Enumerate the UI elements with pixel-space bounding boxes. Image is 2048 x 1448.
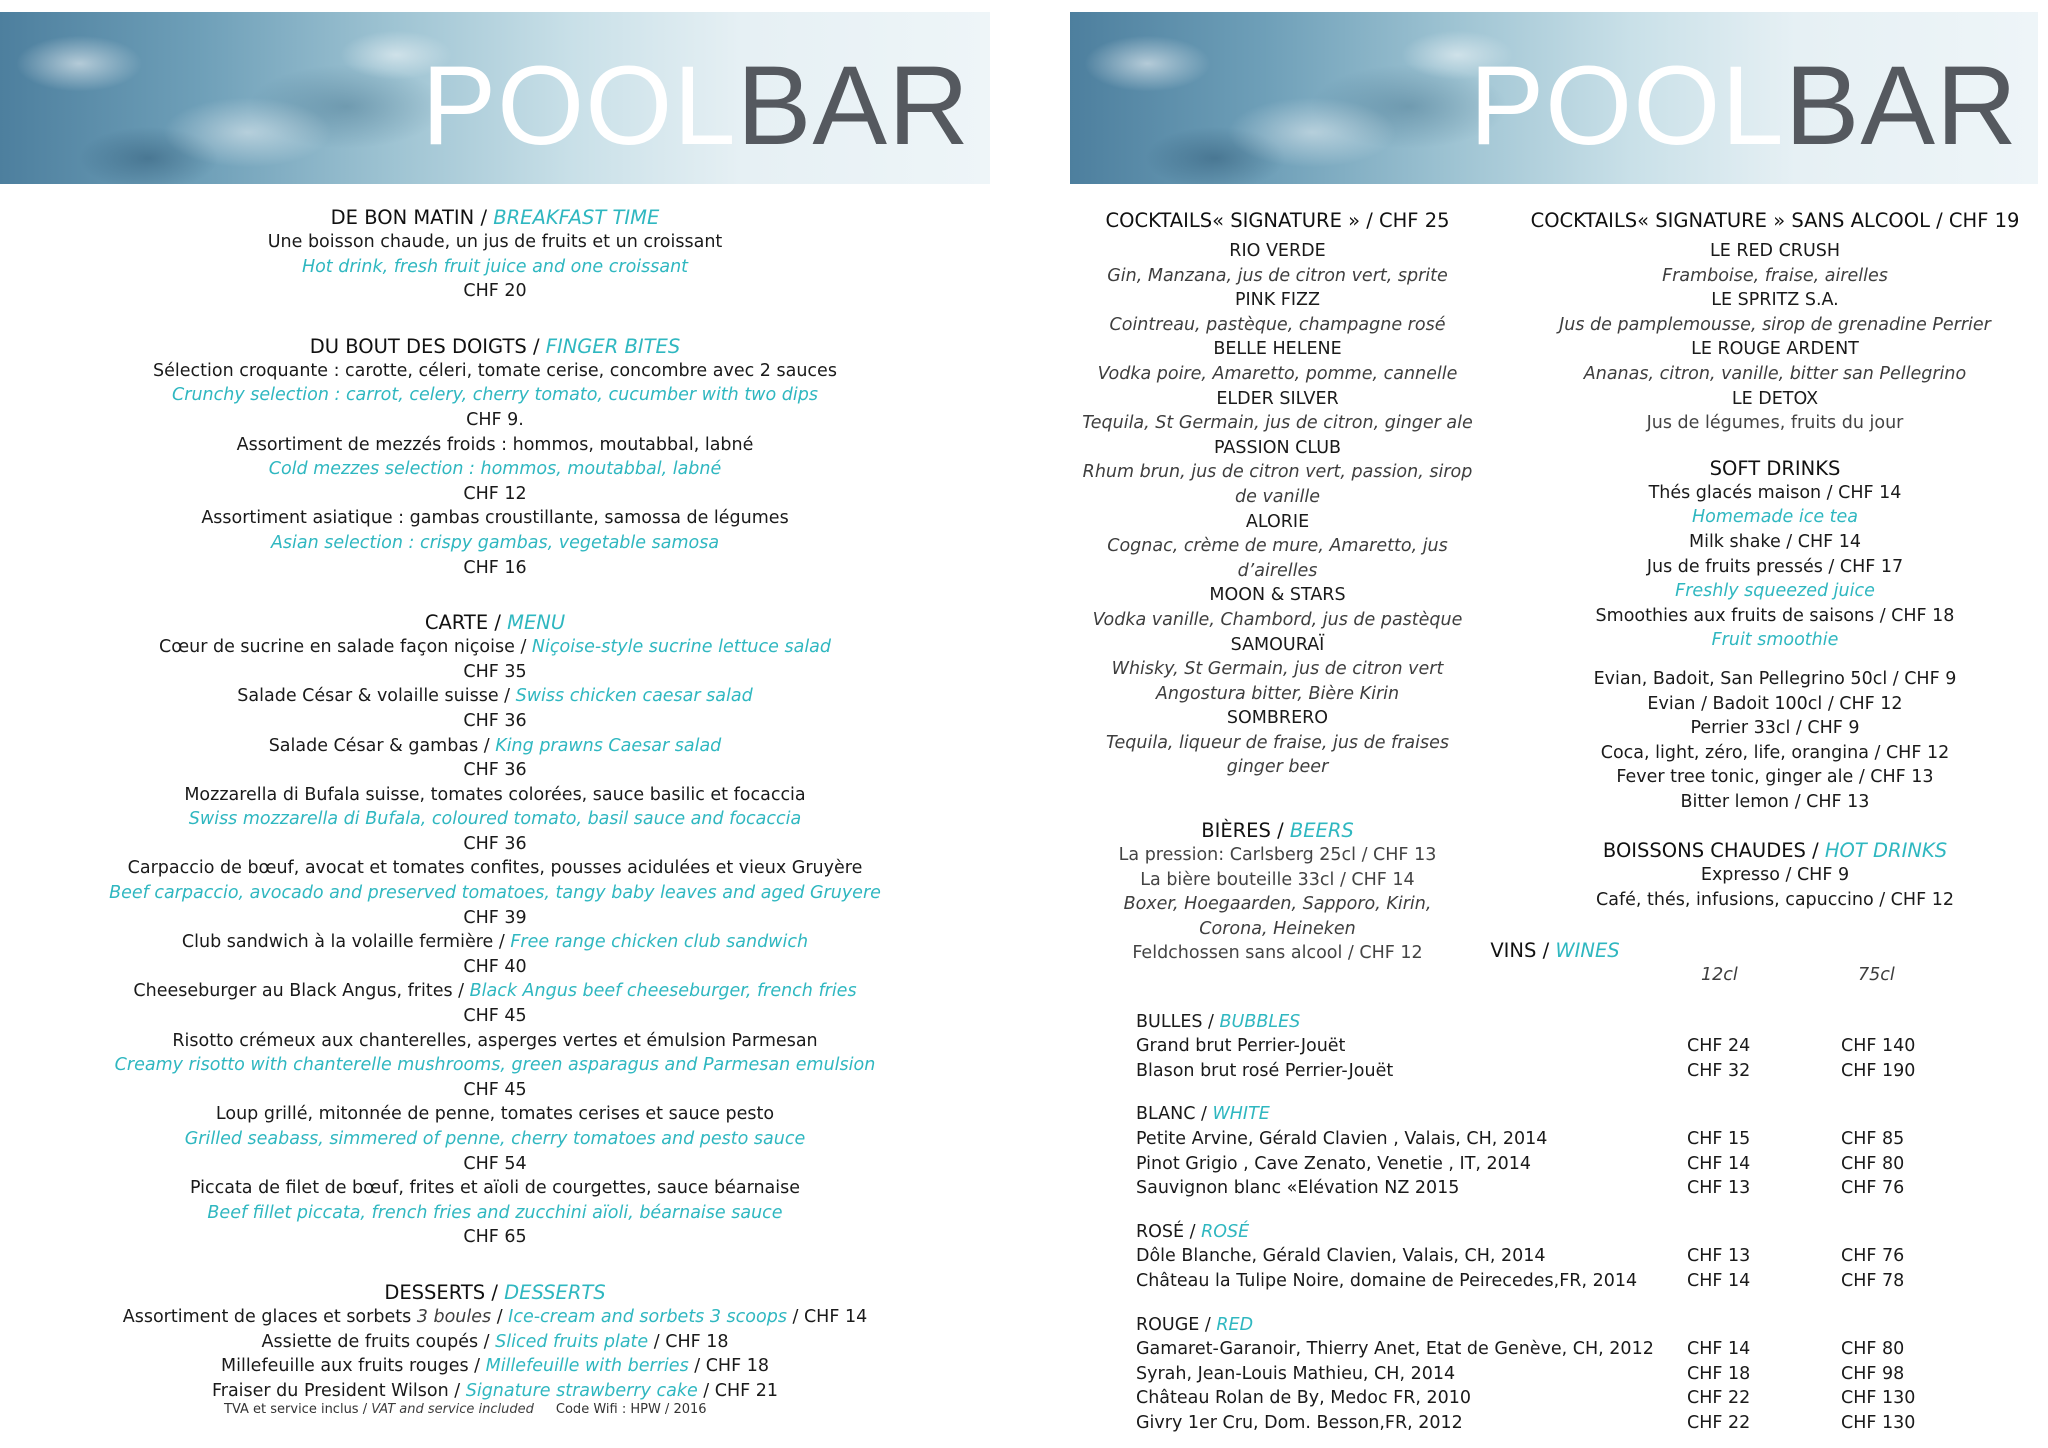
menu-item: Cœur de sucrine en salade façon niçoise / Niçoise-style sucrine lettuce salad CHF 35 [158, 637, 832, 682]
water-item: Coca, light, zéro, life, orangina / CHF 12 [1600, 742, 1950, 763]
wine-row: Château Rolan de By, Medoc FR, 2010 CHF 22 CHF 130 [1136, 1388, 1916, 1409]
menu-item: Assortiment de glaces et sorbets 3 boules / Ice-cream and sorbets 3 scoops / CHF 14 [122, 1306, 868, 1327]
menu-item: Sélection croquante : carotte, céleri, tomate cerise, concombre avec 2 sauces Crunchy selection : carrot, celery, cherry tomato, cucumber with two dips CHF 9. [153, 360, 837, 430]
wine-row: Gamaret-Garanoir, Thierry Anet, Etat de Genève, CH, 2012 CHF 14 CHF 80 [1136, 1339, 1905, 1360]
wine-list [1136, 963, 2016, 1436]
wine-row: Petite Arvine, Gérald Clavien , Valais, CH, 2014 CHF 15 CHF 85 [1136, 1128, 1905, 1149]
menu-item: Assortiment de mezzés froids : hommos, moutabbal, labné Cold mezzes selection : hommos, moutabbal, labné CHF 12 [236, 434, 754, 504]
soft-item: Milk shake / CHF 14 [1688, 531, 1862, 552]
mocktail-item: LE DETOX Jus de légumes, fruits du jour [1646, 388, 1904, 434]
menu-item: Mozzarella di Bufala suisse, tomates colorées, sauce basilic et focaccia Swiss mozzarella di Bufala, coloured tomato, basil sauce and focaccia CHF 36 [184, 784, 806, 854]
section-menu-title: CARTE / MENU [424, 611, 566, 635]
water-item: Evian, Badoit, San Pellegrino 50cl / CHF 9 [1593, 668, 1957, 689]
footer-note: TVA et service inclus / VAT and service included Code Wifi : HPW / 2016 [224, 1402, 707, 1417]
section-breakfast-title: DE BON MATIN / BREAKFAST TIME [330, 206, 660, 229]
soft-item: Thés glacés maison / CHF 14 [1648, 482, 1902, 503]
pool-banner-left [0, 12, 990, 184]
wine-group-title: ROSÉ / ROSÉ [1136, 1221, 1250, 1242]
wine-row: Château la Tulipe Noire, domaine de Peirecedes,FR, 2014 CHF 14 CHF 78 [1136, 1270, 1905, 1291]
section-soft-drinks-title: SOFT DRINKS [1709, 456, 1841, 480]
beer-brands: Boxer, Hoegaarden, Sapporo, Kirin, [1123, 894, 1432, 915]
menu-item: Fraiser du President Wilson / Signature strawberry cake / CHF 21 [211, 1380, 779, 1401]
soft-drinks-column [1510, 208, 2040, 913]
water-item: Fever tree tonic, ginger ale / CHF 13 [1616, 767, 1934, 788]
menu-item: Assortiment asiatique : gambas croustillante, samossa de légumes Asian selection : crispy gambas, vegetable samosa CHF 16 [201, 508, 789, 578]
section-mocktails-title: COCKTAILS« SIGNATURE » SANS ALCOOL / CHF 19 [1530, 209, 2020, 232]
water-item: Evian / Badoit 100cl / CHF 12 [1647, 693, 1903, 714]
menu-item: Salade César & volaille suisse / Swiss chicken caesar salad CHF 36 [237, 686, 753, 731]
beer-line: La pression: Carlsberg 25cl / CHF 13 [1118, 845, 1437, 866]
cocktail-item: BELLE HELENE Vodka poire, Amaretto, pomme, cannelle [1097, 339, 1458, 384]
section-hot-drinks-title: BOISSONS CHAUDES / HOT DRINKS [1602, 839, 1948, 863]
pool-banner-right [1070, 12, 2038, 184]
wine-row: Syrah, Jean-Louis Mathieu, CH, 2014 CHF 18 CHF 98 [1136, 1363, 1905, 1384]
menu-item: Carpaccio de bœuf, avocat et tomates confites, pousses acidulées et vieux Gruyère Beef carpaccio, avocado and preserved tomatoes, tangy baby leaves and aged Gruyere CHF 39 [109, 858, 881, 928]
soft-item: Smoothies aux fruits de saisons / CHF 18 [1595, 605, 1955, 626]
hot-item: Expresso / CHF 9 [1700, 865, 1850, 886]
wine-row: Dôle Blanche, Gérald Clavien, Valais, CH, 2014 CHF 13 CHF 76 [1136, 1246, 1905, 1267]
section-wines-title: VINS / WINES [1490, 939, 1620, 962]
water-item: Bitter lemon / CHF 13 [1680, 791, 1870, 812]
cocktails-column [1070, 208, 1485, 966]
beer-line: Feldchossen sans alcool / CHF 12 [1132, 943, 1423, 964]
menu-item: Piccata de filet de bœuf, frites et aïoli de courgettes, sauce béarnaise Beef fillet piccata, french fries and zucchini aïoli, béarnaise sauce CHF 65 [189, 1178, 801, 1248]
wine-row: Pinot Grigio , Cave Zenato, Venetie , IT, 2014 CHF 14 CHF 80 [1136, 1153, 1905, 1174]
wine-group-title: ROUGE / RED [1136, 1314, 1254, 1335]
hot-item: Café, thés, infusions, capuccino / CHF 12 [1596, 890, 1954, 911]
wine-row: Grand brut Perrier-Jouët CHF 24 CHF 140 [1136, 1036, 1916, 1057]
section-finger-bites-title: DU BOUT DES DOIGTS / FINGER BITES [309, 334, 681, 358]
section-desserts-title: DESSERTS / DESSERTS [384, 1280, 606, 1304]
cocktail-item: MOON & STARS Vodka vanille, Chambord, jus de pastèque [1092, 585, 1463, 630]
menu-item: Salade César & gambas / King prawns Caesar salad CHF 36 [268, 735, 722, 781]
wine-group-title: BULLES / BUBBLES [1136, 1011, 1301, 1032]
menu-item-desc: Une boisson chaude, un jus de fruits et un croissant [267, 232, 723, 252]
menu-item-desc-en: Hot drink, fresh fruit juice and one croissant [301, 256, 689, 277]
beer-brands: Corona, Heineken [1199, 918, 1356, 939]
mocktail-item: LE SPRITZ S.A. Jus de pamplemousse, sirop de grenadine Perrier [1559, 290, 1991, 335]
cocktail-item: PINK FIZZ Cointreau, pastèque, champagne rosé [1109, 290, 1446, 335]
poolbar-logo: POOLBAR [421, 43, 970, 168]
menu-item: Club sandwich à la volaille fermière / Free range chicken club sandwich CHF 40 [181, 932, 809, 977]
menu-item: Millefeuille aux fruits rouges / Millefeuille with berries / CHF 18 [221, 1356, 769, 1377]
menu-item: Assiette de fruits coupés / Sliced fruits plate / CHF 18 [261, 1331, 729, 1352]
beer-line: La bière bouteille 33cl / CHF 14 [1140, 869, 1415, 890]
soft-item: Jus de fruits pressés / CHF 17 [1646, 556, 1904, 577]
mocktail-item: LE ROUGE ARDENT Ananas, citron, vanille, bitter san Pellegrino [1583, 339, 1967, 384]
wine-row: Givry 1er Cru, Dom. Besson,FR, 2012 CHF 22 CHF 130 [1136, 1412, 1916, 1433]
soft-item-en: Homemade ice tea [1691, 507, 1859, 528]
left-page [0, 0, 1000, 1448]
menu-item: Loup grillé, mitonnée de penne, tomates cerises et sauce pesto Grilled seabass, simmered of penne, cherry tomatoes and pesto sauce CHF 54 [184, 1104, 806, 1174]
cocktail-item: RIO VERDE Gin, Manzana, jus de citron vert, sprite [1107, 241, 1448, 286]
wifi-code: Code Wifi : HPW / 2016 [555, 1402, 707, 1417]
cocktail-item: ALORIE Cognac, crème de mure, Amaretto, jus d’airelles [1107, 511, 1448, 581]
poolbar-logo: POOLBAR [1469, 43, 2018, 168]
soft-item-en: Freshly squeezed juice [1675, 581, 1875, 602]
cocktail-item: SOMBRERO Tequila, liqueur de fraise, jus de fraises ginger beer [1105, 708, 1449, 778]
wine-group-title: BLANC / WHITE [1136, 1104, 1270, 1125]
section-beers-title: BIÈRES / BEERS [1201, 819, 1354, 843]
wines-title-row [1070, 938, 2040, 963]
water-item: Perrier 33cl / CHF 9 [1690, 718, 1860, 739]
cocktail-item: ELDER SILVER Tequila, St Germain, jus de citron, ginger ale [1082, 388, 1473, 434]
col-12cl: 12cl [1701, 965, 1738, 985]
wine-row: Sauvignon blanc «Elévation NZ 2015 CHF 13 CHF 76 [1136, 1178, 1905, 1199]
col-75cl: 75cl [1858, 965, 1895, 985]
left-menu-column [0, 205, 990, 1403]
menu-item-price: CHF 20 [463, 281, 527, 302]
right-page [1070, 0, 2048, 1448]
menu-item: Risotto crémeux aux chanterelles, asperges vertes et émulsion Parmesan Creamy risotto with chanterelle mushrooms, green asparagus and Parmesan emulsion CHF 45 [114, 1030, 876, 1100]
soft-item-en: Fruit smoothie [1711, 630, 1839, 651]
menu-item: Cheeseburger au Black Angus, frites / Black Angus beef cheeseburger, french fries CHF 45 [133, 981, 857, 1027]
wine-column-headers [1136, 963, 2016, 988]
cocktail-item: PASSION CLUB Rhum brun, jus de citron vert, passion, sirop de vanille [1082, 437, 1473, 507]
section-cocktails-title: COCKTAILS« SIGNATURE » / CHF 25 [1105, 209, 1450, 232]
cocktail-item: SAMOURAÏ Whisky, St Germain, jus de citron vert Angostura bitter, Bière Kirin [1111, 634, 1444, 704]
wine-row: Blason brut rosé Perrier-Jouët CHF 32 CHF 190 [1136, 1060, 1916, 1081]
mocktail-item: LE RED CRUSH Framboise, fraise, airelles [1662, 241, 1888, 286]
